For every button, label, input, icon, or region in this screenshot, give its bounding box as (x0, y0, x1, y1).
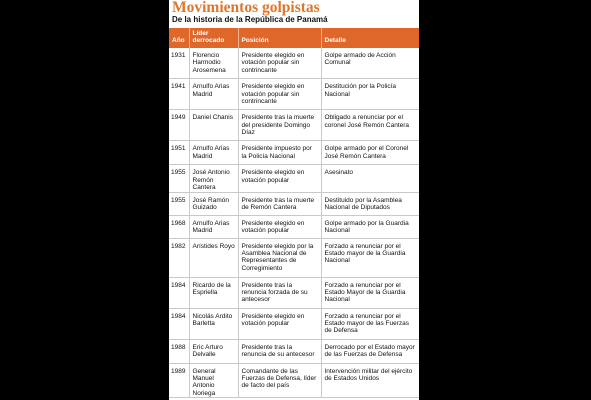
page-title: Movimientos golpistas (172, 0, 320, 16)
column-header-year: Año (169, 28, 189, 48)
cell-year: 1941 (169, 79, 189, 110)
cell-position: Comandante de las Fuerzas de Defensa, líder de facto del país (238, 363, 321, 398)
cell-detail: Golpe armado por el Coronel José Remón Cantera (321, 141, 419, 165)
cell-year: 1955 (169, 192, 189, 215)
cell-leader: Ricardo de la Espriella (189, 277, 238, 308)
table-row (169, 165, 419, 192)
cell-year: 1984 (169, 277, 189, 308)
table-row (169, 48, 419, 79)
cell-detail: Forzado a renunciar por el Estado mayor de las Fuerzas de Defensa (321, 308, 419, 339)
cell-year: 1955 (169, 165, 189, 192)
cell-position: Presidente tras la muerte del presidente Domingo Díaz (238, 110, 321, 141)
cell-year: 1988 (169, 339, 189, 363)
column-header-detail: Detalle (321, 28, 419, 48)
cell-position: Presidente elegido por la Asamblea Nacional de Representantes de Corregimiento (238, 238, 321, 277)
cell-leader: Arnulfo Arias Madrid (189, 215, 238, 238)
cell-position: Presidente impuesto por la Policía Nacional (238, 141, 321, 165)
cell-leader: José Antonio Remón Cantera (189, 165, 238, 192)
cell-position: Presidente elegido en votación popular sin contrincante (238, 79, 321, 110)
cell-detail: Intervención militar del ejército de Estados Unidos (321, 363, 419, 398)
table-row (169, 363, 419, 398)
cell-position: Presidente elegido en votación popular (238, 215, 321, 238)
cell-detail: Obligado a renunciar por el coronel José Remón Cantera (321, 110, 419, 141)
cell-detail: Golpe armado por la Guardia Nacional (321, 215, 419, 238)
cell-leader: Daniel Chanis (189, 110, 238, 141)
cell-year: 1984 (169, 308, 189, 339)
cell-detail: Asesinato (321, 165, 419, 192)
cell-leader: Florencio Harmodio Arosemena (189, 48, 238, 79)
table-row (169, 277, 419, 308)
table-row (169, 79, 419, 110)
cell-position: Presidente elegido en votación popular sin contrincante (238, 48, 321, 79)
table-header (169, 28, 419, 48)
cell-leader: Arnulfo Arias Madrid (189, 79, 238, 110)
cell-leader: Arístides Royo (189, 238, 238, 277)
cell-year: 1931 (169, 48, 189, 79)
table-row (169, 192, 419, 215)
cell-year: 1989 (169, 363, 189, 398)
cell-detail: Derrocado por el Estado mayor de las Fuerzas de Defensa (321, 339, 419, 363)
infographic-sheet (169, 0, 419, 400)
cell-year: 1951 (169, 141, 189, 165)
column-header-position: Posición (238, 28, 321, 48)
table-row (169, 215, 419, 238)
cell-year: 1949 (169, 110, 189, 141)
cell-leader: José Ramón Guizado (189, 192, 238, 215)
coups-table (169, 28, 419, 398)
table-row (169, 141, 419, 165)
cell-position: Presidente elegido en votación popular (238, 308, 321, 339)
table-row (169, 308, 419, 339)
cell-detail: Forzado a renunciar por el Estado mayor de la Guardia Nacional (321, 238, 419, 277)
cell-leader: General Manuel Antonio Noriega (189, 363, 238, 398)
cell-leader: Eric Arturo Delvalle (189, 339, 238, 363)
cell-detail: Forzado a renunciar por el Estado Mayor de la Guardia Nacional (321, 277, 419, 308)
table-row (169, 339, 419, 363)
cell-detail: Golpe armado de Acción Comunal (321, 48, 419, 79)
cell-position: Presidente tras la muerte de Remón Cantera (238, 192, 321, 215)
cell-detail: Destitución por la Policía Nacional (321, 79, 419, 110)
cell-position: Presidente elegido en votación popular (238, 165, 321, 192)
page-subtitle: De la historia de la República de Panamá (172, 15, 328, 24)
cell-position: Presidente tras la renuncia de su antecesor (238, 339, 321, 363)
cell-detail: Destituido por la Asamblea Nacional de Diputados (321, 192, 419, 215)
cell-leader: Nicolás Ardito Barletta (189, 308, 238, 339)
table-row (169, 110, 419, 141)
column-header-leader: Líder derrocado (189, 28, 238, 48)
cell-year: 1982 (169, 238, 189, 277)
cell-position: Presidente tras la renuncia forzada de su antecesor (238, 277, 321, 308)
table-row (169, 238, 419, 277)
cell-leader: Arnulfo Arias Madrid (189, 141, 238, 165)
table-body (169, 48, 419, 398)
cell-year: 1968 (169, 215, 189, 238)
